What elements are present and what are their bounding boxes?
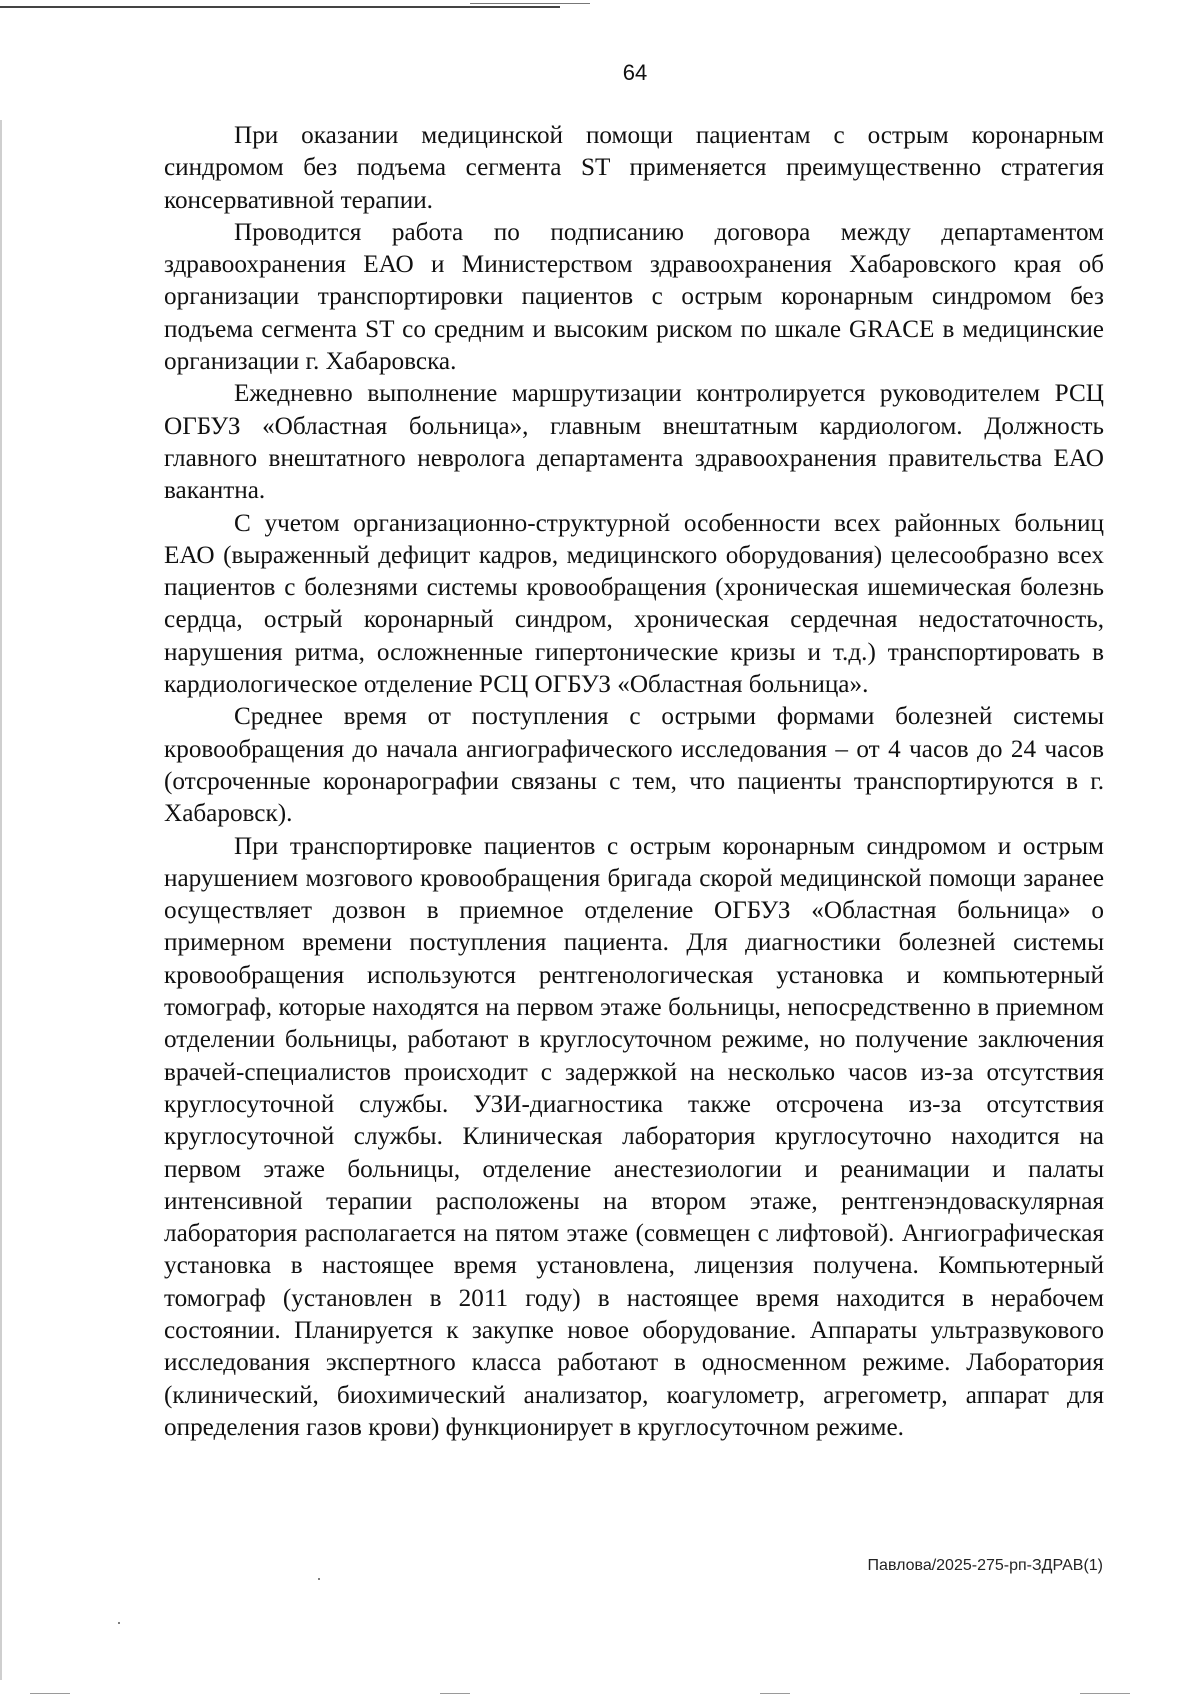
paragraph: С учетом организационно-структурной особенности всех районных больниц ЕАО (выраженный дефицит кадров, медицинского оборудования) целесообразно всех пациентов с болезнями системы кровообращения (хроническая ишемическая болезнь сердца, острый коронарный синдром, хроническая сердечная недостаточность, нарушения ритма, осложненные гипертонические кризы и т.д.) транспортировать в кардиологическое отделение РСЦ ОГБУЗ «Областная больница».: [164, 509, 1104, 699]
paragraph: При транспортировке пациентов с острым коронарным синдромом и острым нарушением мозгового кровообращения бригада скорой медицинской помощи заранее осуществляет дозвон в приемное отделение ОГБУЗ «Областная больница» о примерном времени поступления пациента. Для диагностики болезней системы кровообращения используются рентгенологическая установка и компьютерный томограф, которые находятся на первом этаже больницы, непосредственно в приемном отделении больницы, работают в круглосуточном режиме, но получение заключения врачей-специалистов происходит с задержкой на несколько часов из-за отсутствия круглосуточной службы. УЗИ-диагностика также отсрочена из-за отсутствия круглосуточной службы. Клиническая лаборатория круглосуточно находится на первом этаже больницы, отделение анестезиологии и реанимации и палаты интенсивной терапии расположены на втором этаже, рентгенэндоваскулярная лаборатория располагается на пятом этаже (совмещен с лифтовой). Ангиографическая установка в настоящее время установлена, лицензия получена. Компьютерный томограф (установлен в 2011 году) в настоящее время находится в нерабочем состоянии. Планируется к закупке новое оборудование. Аппараты ультразвукового исследования экспертного класса работают в односменном режиме. Лаборатория (клинический, биохимический анализатор, коагулометр, агрегометр, аппарат для определения газов крови) функционирует в круглосуточном режиме.: [164, 832, 1104, 1441]
paragraph: Среднее время от поступления с острыми формами болезней системы кровообращения до начала ангиографического исследования – от 4 часов до 24 часов (отсроченные коронарографии связаны с тем, что пациенты транспортируются в г. Хабаровск).: [164, 703, 1104, 828]
page-number: 64: [622, 60, 648, 85]
scan-speck: [118, 1622, 120, 1624]
scan-top-border-fragment: [470, 3, 590, 4]
paragraph: Проводится работа по подписанию договора между департаментом здравоохранения ЕАО и Министерством здравоохранения Хабаровского края об организации транспортировки пациентов с острым коронарным синдромом без подъема сегмента ST со средним и высоким риском по шкале GRACE в медицинские организации г. Хабаровска.: [164, 218, 1104, 376]
body-text: [164, 120, 1104, 1444]
scan-bottom-mark: [30, 1693, 70, 1694]
scan-bottom-mark: [760, 1693, 790, 1694]
scan-top-border: [0, 6, 560, 8]
scan-speck: [318, 1578, 320, 1580]
document-footer-code: Павлова/2025-275-рп-ЗДРАВ(1): [867, 1557, 1103, 1574]
paragraph: Ежедневно выполнение маршрутизации контролируется руководителем РСЦ ОГБУЗ «Областная больница», главным внештатным кардиологом. Должность главного внештатного невролога департамента здравоохранения правительства ЕАО вакантна.: [164, 380, 1104, 505]
scan-bottom-mark: [440, 1693, 470, 1694]
scan-left-border: [0, 120, 2, 1680]
scan-bottom-mark: [1080, 1693, 1130, 1694]
paragraph: При оказании медицинской помощи пациентам с острым коронарным синдромом без подъема сегмента ST применяется преимущественно стратегия консервативной терапии.: [164, 122, 1104, 214]
